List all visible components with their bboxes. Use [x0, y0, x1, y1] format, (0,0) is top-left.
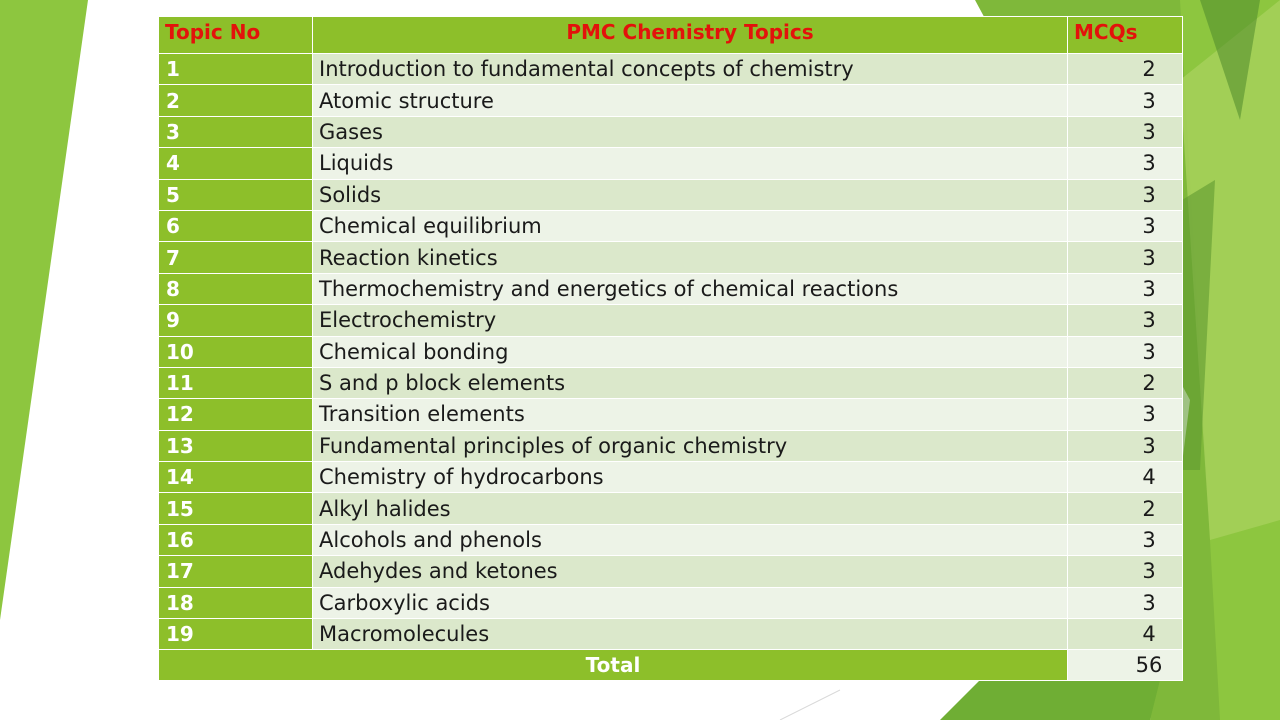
bottom-thin-line [780, 690, 840, 720]
row-topic: Atomic structure [313, 85, 1068, 116]
row-topic: Adehydes and ketones [313, 556, 1068, 587]
row-topic: Gases [313, 116, 1068, 147]
row-number: 1 [159, 54, 313, 85]
row-topic: S and p block elements [313, 367, 1068, 398]
table-row [159, 619, 1183, 650]
row-mcqs: 3 [1068, 148, 1183, 179]
row-mcqs: 3 [1068, 210, 1183, 241]
row-number: 18 [159, 587, 313, 618]
row-topic: Introduction to fundamental concepts of chemistry [313, 54, 1068, 85]
total-label: Total [159, 650, 1068, 681]
bottom-green-shard [940, 680, 1160, 720]
row-mcqs: 2 [1068, 367, 1183, 398]
row-number: 12 [159, 399, 313, 430]
row-mcqs: 3 [1068, 85, 1183, 116]
header-topics: PMC Chemistry Topics [313, 17, 1068, 54]
table-row [159, 116, 1183, 147]
table-row [159, 242, 1183, 273]
total-row [159, 650, 1183, 681]
table-row [159, 587, 1183, 618]
row-number: 11 [159, 367, 313, 398]
row-mcqs: 2 [1068, 493, 1183, 524]
row-mcqs: 3 [1068, 587, 1183, 618]
row-topic: Chemistry of hydrocarbons [313, 462, 1068, 493]
header-topic-no: Topic No [159, 17, 313, 54]
row-number: 2 [159, 85, 313, 116]
row-mcqs: 3 [1068, 399, 1183, 430]
row-number: 4 [159, 148, 313, 179]
row-mcqs: 3 [1068, 179, 1183, 210]
row-number: 3 [159, 116, 313, 147]
row-topic: Chemical equilibrium [313, 210, 1068, 241]
table-row [159, 273, 1183, 304]
row-topic: Macromolecules [313, 619, 1068, 650]
table-row [159, 54, 1183, 85]
row-number: 10 [159, 336, 313, 367]
row-topic: Liquids [313, 148, 1068, 179]
table-row [159, 210, 1183, 241]
table-row [159, 462, 1183, 493]
total-value: 56 [1068, 650, 1183, 681]
row-topic: Solids [313, 179, 1068, 210]
table-row [159, 430, 1183, 461]
row-number: 16 [159, 524, 313, 555]
row-mcqs: 3 [1068, 430, 1183, 461]
table-row [159, 399, 1183, 430]
row-mcqs: 3 [1068, 242, 1183, 273]
table-row [159, 305, 1183, 336]
header-mcqs: MCQs [1068, 17, 1183, 54]
row-number: 15 [159, 493, 313, 524]
row-mcqs: 3 [1068, 305, 1183, 336]
table-row [159, 179, 1183, 210]
row-mcqs: 3 [1068, 273, 1183, 304]
row-mcqs: 3 [1068, 524, 1183, 555]
row-mcqs: 4 [1068, 462, 1183, 493]
table-row [159, 556, 1183, 587]
table-row [159, 493, 1183, 524]
left-green-shard [0, 0, 88, 620]
table-row [159, 336, 1183, 367]
row-topic: Reaction kinetics [313, 242, 1068, 273]
table-row [159, 148, 1183, 179]
row-topic: Chemical bonding [313, 336, 1068, 367]
row-topic: Fundamental principles of organic chemistry [313, 430, 1068, 461]
table-row [159, 85, 1183, 116]
chemistry-topics-table [158, 16, 1183, 681]
row-number: 13 [159, 430, 313, 461]
table-row [159, 367, 1183, 398]
row-mcqs: 3 [1068, 336, 1183, 367]
row-topic: Alkyl halides [313, 493, 1068, 524]
row-number: 5 [159, 179, 313, 210]
table-row [159, 524, 1183, 555]
row-topic: Transition elements [313, 399, 1068, 430]
row-number: 7 [159, 242, 313, 273]
row-topic: Carboxylic acids [313, 587, 1068, 618]
row-topic: Electrochemistry [313, 305, 1068, 336]
row-number: 9 [159, 305, 313, 336]
row-mcqs: 3 [1068, 556, 1183, 587]
row-number: 8 [159, 273, 313, 304]
row-mcqs: 4 [1068, 619, 1183, 650]
row-number: 19 [159, 619, 313, 650]
row-number: 17 [159, 556, 313, 587]
row-mcqs: 3 [1068, 116, 1183, 147]
row-topic: Thermochemistry and energetics of chemical reactions [313, 273, 1068, 304]
row-number: 6 [159, 210, 313, 241]
row-topic: Alcohols and phenols [313, 524, 1068, 555]
row-number: 14 [159, 462, 313, 493]
row-mcqs: 2 [1068, 54, 1183, 85]
table-header-row [159, 17, 1183, 54]
